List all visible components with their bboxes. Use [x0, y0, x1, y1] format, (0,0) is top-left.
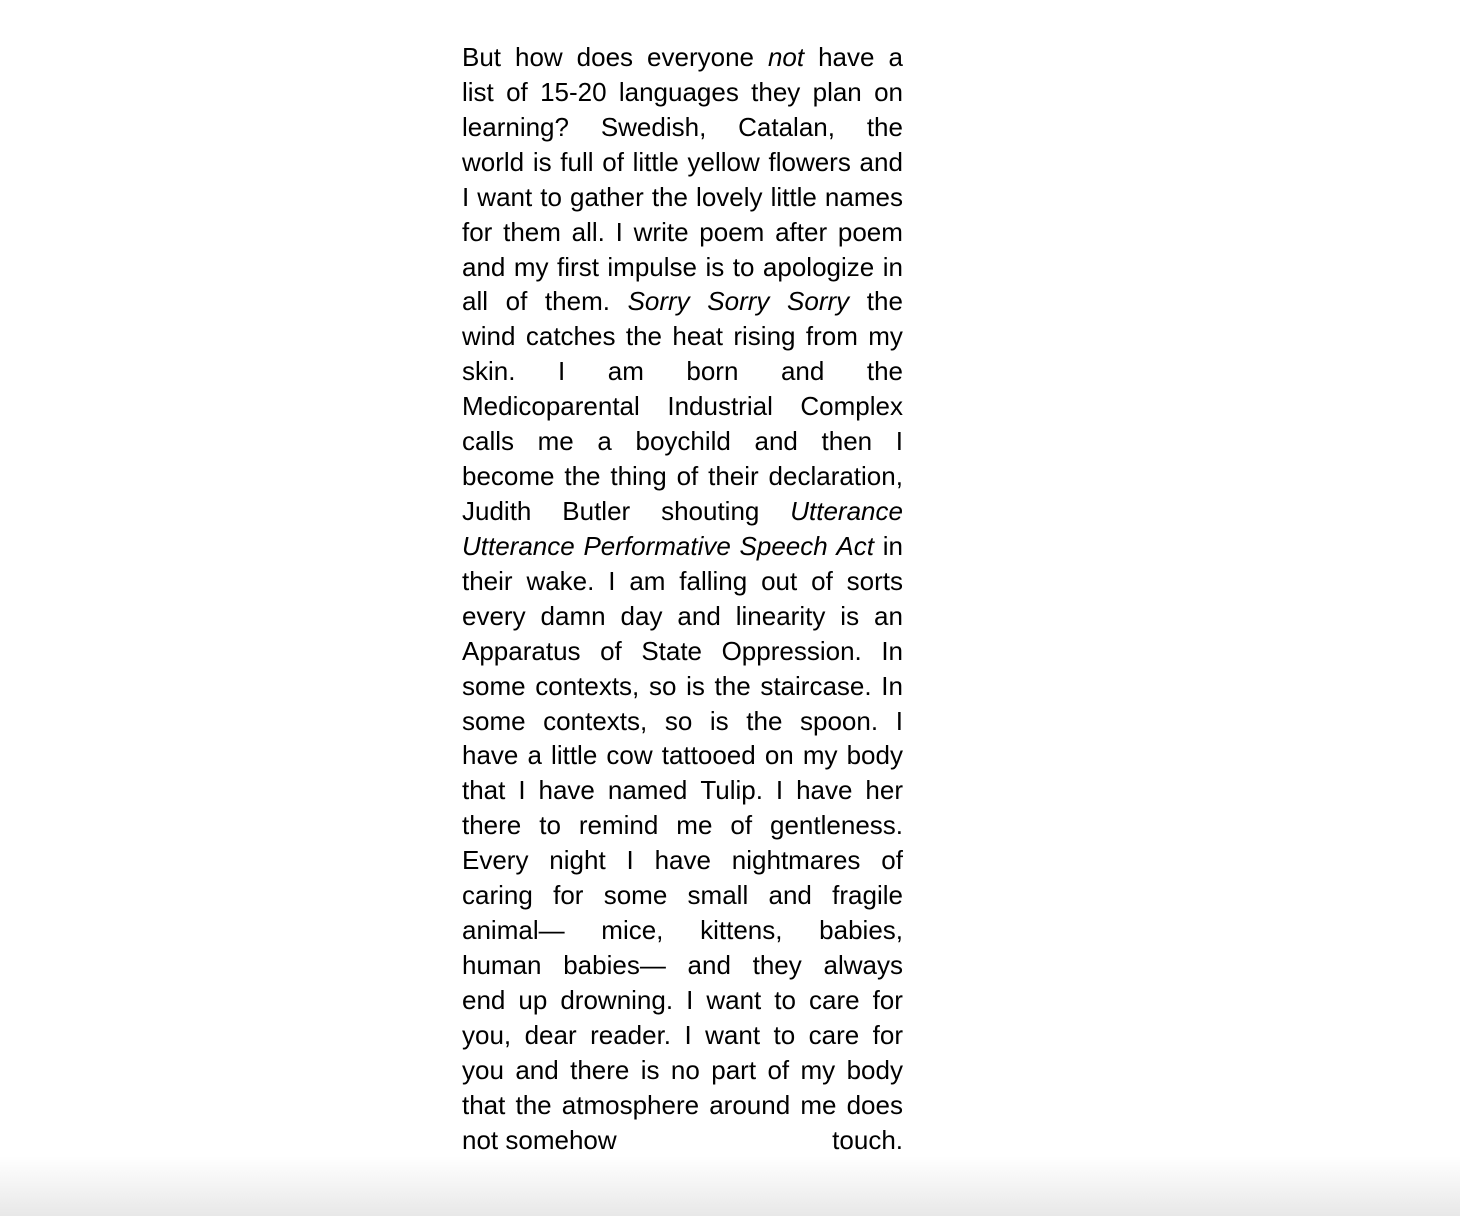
poem-word: first	[557, 251, 599, 282]
poem-line	[462, 669, 903, 704]
poem-line	[462, 913, 903, 948]
poem-word: the	[866, 111, 903, 142]
poem-word: and	[780, 356, 825, 387]
poem-word: Butler	[562, 495, 631, 526]
poem-word: am	[629, 565, 666, 596]
poem-word: I	[686, 984, 694, 1015]
poem-line	[462, 1123, 903, 1158]
poem-word: full	[560, 146, 594, 177]
poem-word: Sorry	[787, 286, 850, 317]
poem-word: for	[553, 880, 584, 911]
poem-line	[462, 843, 903, 878]
poem-word: Act	[836, 530, 874, 561]
poem-line	[462, 1088, 903, 1123]
poem-word: staircase.	[760, 670, 872, 701]
poem-word: become	[462, 461, 555, 492]
poem-word: have	[462, 740, 519, 771]
poem-word: always	[823, 949, 903, 980]
poem-word: I	[775, 775, 784, 806]
poem-word: some	[462, 705, 526, 736]
poem-word: up	[518, 984, 548, 1015]
poem-word: poem	[699, 216, 765, 247]
poem-word: they	[752, 949, 802, 980]
poem-word: mice,	[601, 915, 664, 946]
poem-word: born	[686, 356, 739, 387]
poem-word: part	[711, 1054, 757, 1085]
poem-word: calls	[462, 426, 515, 457]
poem-word: their	[462, 565, 513, 596]
poem-word: cow	[606, 740, 653, 771]
poem-word: and	[768, 880, 812, 911]
poem-word: night	[549, 845, 606, 876]
poem-line	[462, 634, 903, 669]
poem-word: Complex	[800, 391, 903, 422]
poem-word: sorts	[846, 565, 903, 596]
poem-word: you,	[462, 1019, 512, 1050]
poem-word: is	[840, 600, 860, 631]
poem-word: linearity	[735, 600, 826, 631]
poem-word: Swedish,	[600, 111, 707, 142]
poem-word: I	[895, 426, 903, 457]
poem-word: contexts,	[535, 670, 640, 701]
poem-word: is	[640, 1054, 660, 1085]
poem-word: In	[881, 635, 903, 666]
poem-word: Speech	[739, 530, 828, 561]
poem-word: reader.	[590, 1019, 672, 1050]
poem-word: somehow	[505, 1124, 617, 1155]
poem-word: everyone	[647, 42, 754, 72]
poem-word: rising	[733, 321, 796, 352]
poem-word: body	[846, 1054, 903, 1085]
poem-line	[462, 529, 903, 564]
poem-word: no	[670, 1054, 700, 1085]
poem-word: the	[651, 181, 688, 212]
poem-word: have	[818, 42, 875, 72]
poem-word: their	[708, 461, 759, 492]
poem-line	[462, 284, 903, 319]
poem-line	[462, 878, 903, 913]
poem-word: not	[767, 42, 805, 72]
poem-word: a	[888, 42, 903, 72]
poem-word: names	[824, 181, 903, 212]
poem-word: and	[754, 426, 798, 457]
poem-word: they	[751, 76, 801, 107]
poem-word: declaration,	[768, 461, 903, 492]
poem-word: contexts,	[543, 705, 648, 736]
poem-word: caring	[462, 880, 533, 911]
poem-word: want	[706, 984, 762, 1015]
poem-word: for	[462, 216, 493, 247]
poem-word: out	[761, 565, 798, 596]
poem-word: and	[515, 1054, 559, 1085]
poem-line	[462, 808, 903, 843]
poem-word: me	[537, 426, 574, 457]
poem-line	[462, 494, 903, 529]
poem-word: Judith	[462, 495, 532, 526]
poem-line	[462, 599, 903, 634]
poem-word: to	[773, 1019, 796, 1050]
poem-word: the	[625, 321, 662, 352]
poem-word: of	[506, 76, 528, 107]
poem-word: I	[557, 356, 566, 387]
poem-line	[462, 459, 903, 494]
poem-word: want	[477, 181, 533, 212]
poem-word: body	[846, 740, 903, 771]
poem-word: plan	[812, 76, 862, 107]
poem-word: for	[872, 984, 903, 1015]
poem-word: have	[538, 775, 595, 806]
poem-word: fragile	[832, 880, 903, 911]
poem-word: damn	[540, 600, 606, 631]
poem-line	[462, 738, 903, 773]
poem-word: animal—	[462, 915, 565, 946]
poem-word: apologize	[762, 251, 875, 282]
poem-word: me	[676, 810, 713, 841]
page-bottom-shadow	[0, 1156, 1460, 1216]
poem-word: small	[687, 880, 749, 911]
poem-line	[462, 180, 903, 215]
poem-word: so	[664, 705, 693, 736]
poem-word: Utterance	[790, 495, 903, 526]
poem-word: named	[607, 775, 688, 806]
poem-word: a	[597, 426, 612, 457]
poem-line	[462, 145, 903, 180]
poem-text-block	[462, 40, 903, 1158]
poem-word: them	[503, 216, 561, 247]
poem-word: Every	[462, 845, 529, 876]
poem-line	[462, 40, 903, 75]
poem-word: lovely	[696, 181, 763, 212]
poem-word: of	[767, 1054, 790, 1085]
poem-word: dear	[524, 1019, 577, 1050]
poem-word: I	[684, 1019, 692, 1050]
poem-word: care	[808, 1019, 860, 1050]
poem-word: Industrial	[667, 391, 773, 422]
poem-word: have	[654, 845, 711, 876]
poem-word: that	[462, 775, 506, 806]
poem-word: is	[709, 705, 729, 736]
poem-word: and	[677, 600, 721, 631]
poem-word: of	[505, 286, 528, 317]
poem-word: But	[462, 42, 502, 72]
poem-word: there	[462, 810, 522, 841]
poem-word: I	[615, 216, 623, 247]
poem-word: remind	[578, 810, 659, 841]
poem-word: falling	[679, 565, 748, 596]
poem-word: heat	[672, 321, 723, 352]
poem-word: catches	[525, 321, 616, 352]
poem-line	[462, 773, 903, 808]
poem-word: spoon.	[800, 705, 879, 736]
poem-word: Catalan,	[738, 111, 835, 142]
poem-word: on	[874, 76, 903, 107]
poem-word: wake.	[526, 565, 595, 596]
poem-word: to	[540, 181, 562, 212]
poem-word: end	[462, 984, 506, 1015]
poem-word: of	[730, 810, 753, 841]
poem-word: all	[462, 286, 489, 317]
poem-line	[462, 354, 903, 389]
poem-line	[462, 564, 903, 599]
poem-word: drowning.	[560, 984, 674, 1015]
poem-line	[462, 948, 903, 983]
poem-word: shouting	[661, 495, 760, 526]
poem-word: of	[602, 146, 624, 177]
poem-word: Sorry	[707, 286, 770, 317]
poem-word: impulse	[607, 251, 697, 282]
poem-word: a	[527, 740, 542, 771]
poem-word: is	[686, 670, 705, 701]
poem-line	[462, 1053, 903, 1088]
poem-word: have	[796, 775, 853, 806]
poem-word: boychild	[635, 426, 731, 457]
poem-line	[462, 1018, 903, 1053]
poem-word: I	[608, 565, 616, 596]
poem-word: nightmares	[731, 845, 861, 876]
poem-word: little	[551, 740, 598, 771]
poem-word: from	[805, 321, 858, 352]
poem-word: of	[881, 845, 903, 876]
poem-word: world	[462, 146, 525, 177]
poem-word: human	[462, 949, 542, 980]
poem-line	[462, 319, 903, 354]
poem-word: list	[462, 76, 494, 107]
poem-word: I	[518, 775, 526, 806]
poem-word: babies—	[563, 949, 666, 980]
poem-word: yellow	[687, 146, 760, 177]
poem-word: care	[808, 984, 860, 1015]
poem-word: there	[570, 1054, 630, 1085]
poem-word: my	[800, 1054, 836, 1085]
poem-word: gentleness.	[770, 810, 903, 841]
poem-word: that	[462, 1089, 506, 1120]
poem-word: of	[811, 565, 833, 596]
poem-word: me	[800, 1089, 837, 1120]
poem-word: is	[705, 251, 725, 282]
poem-word: and	[687, 949, 731, 980]
poem-word: am	[607, 356, 644, 387]
poem-word: Sorry	[627, 286, 690, 317]
poem-word: gather	[570, 181, 644, 212]
poem-line	[462, 250, 903, 285]
poem-line	[462, 704, 903, 739]
poem-word: I	[626, 845, 634, 876]
poem-word: touch.	[832, 1124, 903, 1155]
poem-word: Performative	[583, 530, 731, 561]
poem-word: my	[868, 321, 903, 352]
poem-word: to	[732, 251, 755, 282]
poem-word: little	[770, 181, 817, 212]
poem-line	[462, 75, 903, 110]
poem-word: to	[539, 810, 561, 841]
poem-word: my	[513, 251, 549, 282]
poem-word: Oppression.	[721, 635, 862, 666]
poem-word: Apparatus	[462, 635, 581, 666]
poem-word: in	[882, 530, 903, 561]
poem-word: languages	[618, 76, 739, 107]
poem-word: for	[872, 1019, 903, 1050]
poem-word: Utterance	[462, 530, 575, 561]
poem-word: the	[746, 705, 783, 736]
poem-word: poem	[837, 216, 903, 247]
poem-word: you	[462, 1054, 504, 1085]
poem-word: tattooed	[661, 740, 756, 771]
poem-word: and	[859, 146, 903, 177]
poem-word: Tulip.	[700, 775, 763, 806]
poem-word: in	[882, 251, 903, 282]
poem-word: I	[462, 181, 470, 212]
poem-line	[462, 110, 903, 145]
poem-word: her	[865, 775, 903, 806]
poem-word: to	[774, 984, 796, 1015]
poem-word: of	[676, 461, 699, 492]
poem-line	[462, 215, 903, 250]
poem-word: atmosphere	[561, 1089, 700, 1120]
poem-word: so	[648, 670, 677, 701]
poem-word: an	[874, 600, 903, 631]
poem-word: and	[462, 251, 506, 282]
poem-word: after	[775, 216, 828, 247]
poem-word: 15-20	[540, 76, 607, 107]
poem-word: how	[515, 42, 563, 72]
poem-word: day	[620, 600, 663, 631]
poem-word: In	[881, 670, 903, 701]
poem-word: the	[866, 286, 903, 317]
poem-word: little	[632, 146, 679, 177]
poem-word: State	[641, 635, 703, 666]
poem-word-group	[462, 1123, 617, 1158]
poem-word: the	[564, 461, 601, 492]
poem-word: Medicoparental	[462, 391, 640, 422]
poem-word: want	[705, 1019, 761, 1050]
poem-word: then	[821, 426, 873, 457]
poem-word: is	[532, 146, 552, 177]
poem-word: I	[895, 705, 903, 736]
poem-word: wind	[462, 321, 516, 352]
poem-word: them.	[544, 286, 610, 317]
poem-word: every	[462, 600, 526, 631]
poem-line	[462, 389, 903, 424]
poem-word: thing	[610, 461, 667, 492]
poem-line	[462, 424, 903, 459]
poem-word: learning?	[462, 111, 569, 142]
poem-word: skin.	[462, 356, 516, 387]
poem-word: the	[714, 670, 751, 701]
poem-word: of	[600, 635, 622, 666]
poem-word: around	[709, 1089, 791, 1120]
poem-word: all.	[571, 216, 605, 247]
poem-word: on	[764, 740, 794, 771]
poem-word: not	[462, 1124, 499, 1155]
poem-word: my	[802, 740, 838, 771]
poem-word: does	[576, 42, 634, 72]
poem-word: some	[462, 670, 526, 701]
poem-word: flowers	[768, 146, 851, 177]
poem-line	[462, 983, 903, 1018]
poem-word: kittens,	[700, 915, 783, 946]
poem-word: the	[866, 356, 903, 387]
poem-word: write	[633, 216, 689, 247]
poem-word: some	[603, 880, 668, 911]
poem-word: does	[846, 1089, 903, 1120]
poem-word: the	[515, 1089, 552, 1120]
poem-word: babies,	[819, 915, 903, 946]
